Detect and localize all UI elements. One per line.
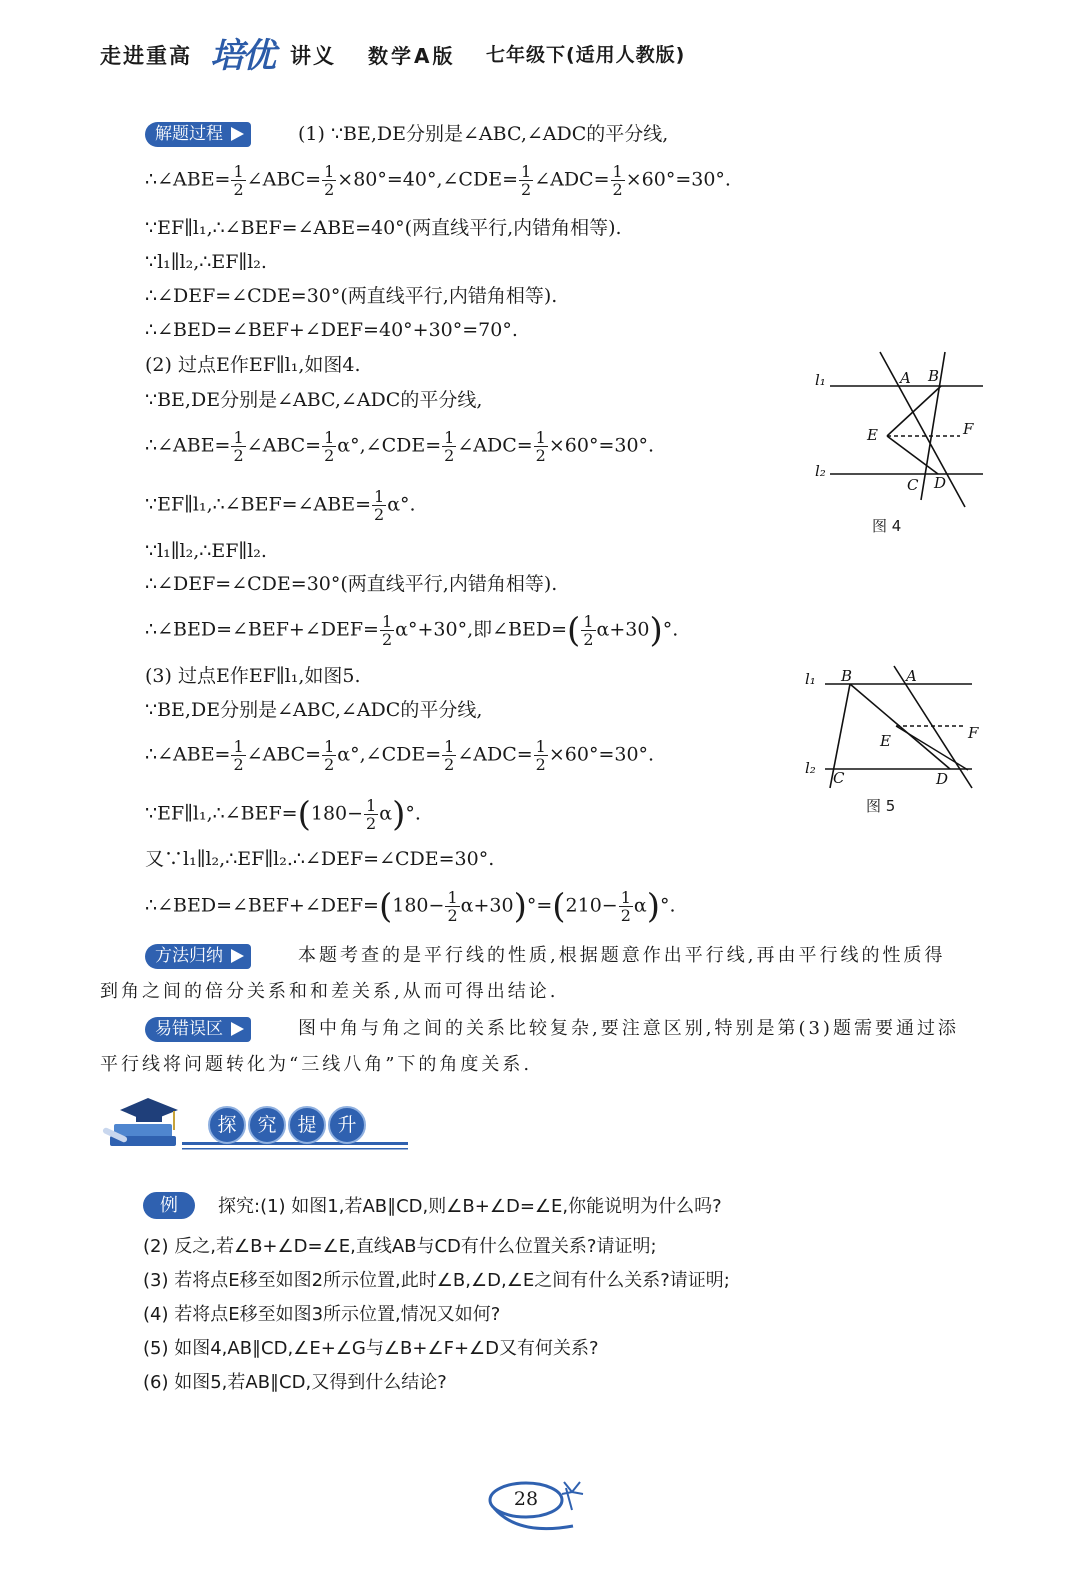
fig4-label-A: A <box>900 369 911 387</box>
fig5-caption: 图 5 <box>866 797 896 815</box>
page-header <box>100 28 1020 78</box>
fig4-label-E: E <box>867 426 878 444</box>
fig4-label-B: B <box>928 367 940 385</box>
banner-char-4: 升 <box>328 1106 366 1144</box>
sol-line-9: ∴∠ABE= $\frac{1}{2}$ ∠ABC= $\frac{1}{2}$ α°,∠CDE= $\frac{1}{2}$ ∠ADC= $\frac{1}{2}$ ×60°=30°. <box>145 428 655 465</box>
header-brand-3: 讲义 <box>290 44 336 68</box>
sol-line-16: ∴∠ABE= $\frac{1}{2}$ ∠ABC= $\frac{1}{2}$ α°,∠CDE= $\frac{1}{2}$ ∠ADC= $\frac{1}{2}$ ×60°=30°. <box>145 737 655 774</box>
fig4-label-F: F <box>963 420 974 438</box>
example-question-3: (3) 若将点E移至如图2所示位置,此时∠B,∠D,∠E之间有什么关系?请证明; <box>143 1270 730 1291</box>
sol-line-6: ∴∠BED=∠BEF+∠DEF=40°+30°=70°. <box>145 319 518 341</box>
fig5-label-A: A <box>906 667 917 685</box>
figure-4 <box>805 350 985 512</box>
sol-line-11: ∵l₁∥l₂,∴EF∥l₂. <box>145 540 267 562</box>
solution-tag: 解题过程 <box>145 122 251 147</box>
fig5-line-ed <box>896 726 968 770</box>
fig5-label-E: E <box>880 732 891 750</box>
example-question-2: (2) 反之,若∠B+∠D=∠E,直线AB与CD有什么位置关系?请证明; <box>143 1236 657 1257</box>
example-question-5: (5) 如图4,AB∥CD,∠E+∠G与∠B+∠F+∠D又有何关系? <box>143 1338 599 1359</box>
fig4-label-C: C <box>907 476 919 494</box>
sol-line-8: ∵BE,DE分别是∠ABC,∠ADC的平分线, <box>145 389 483 411</box>
sol-line-3: ∵EF∥l₁,∴∠BEF=∠ABE=40°(两直线平行,内错角相等). <box>145 217 622 239</box>
sol-line-15: ∵BE,DE分别是∠ABC,∠ADC的平分线, <box>145 699 483 721</box>
header-subject: 数学A版 <box>368 44 456 68</box>
example-question-6: (6) 如图5,若AB∥CD,又得到什么结论? <box>143 1372 447 1393</box>
banner-char-3: 提 <box>288 1106 326 1144</box>
page-number-badge <box>488 1478 608 1533</box>
sol-line-1: (1) ∵BE,DE分别是∠ABC,∠ADC的平分线, <box>298 123 669 145</box>
sol-line-7: (2) 过点E作EF∥l₁,如图4. <box>145 354 361 376</box>
mistake-tag: 易错误区 <box>145 1017 251 1042</box>
fig4-caption: 图 4 <box>872 517 902 535</box>
sol-line-19: ∴∠BED=∠BEF+∠DEF=(180− $\frac{1}{2}$ α+30)°=(210− $\frac{1}{2}$ α)°. <box>145 886 676 927</box>
fig5-label-l1: l₁ <box>805 670 816 688</box>
mistake-text: 图中角与角之间的关系比较复杂,要注意区别,特别是第(3)题需要通过添 平行线将问题转化为“三线八角”下的角度关系. <box>100 1018 959 1075</box>
banner-char-2: 究 <box>248 1106 286 1144</box>
sol-line-17: ∵EF∥l₁,∴∠BEF=(180− $\frac{1}{2}$ α)°. <box>145 794 421 835</box>
header-brand-1: 走进重高 <box>100 44 192 68</box>
fig4-line-ad <box>880 352 965 507</box>
sol-line-12: ∴∠DEF=∠CDE=30°(两直线平行,内错角相等). <box>145 573 558 595</box>
sol-line-2: ∴∠ABE= $\frac{1}{2}$ ∠ABC= $\frac{1}{2}$ ×80°=40°,∠CDE= $\frac{1}{2}$ ∠ADC= $\frac{1}{2}$ ×60°=30°. <box>145 162 731 199</box>
example-tag: 例 <box>143 1192 195 1219</box>
sol-line-13: ∴∠BED=∠BEF+∠DEF= $\frac{1}{2}$ α°+30°,即∠BED=( $\frac{1}{2}$ α+30)°. <box>145 610 679 651</box>
method-text: 本题考查的是平行线的性质,根据题意作出平行线,再由平行线的性质得 到角之间的倍分关系和和差关系,从而可得出结论. <box>100 945 946 1002</box>
sol-line-14: (3) 过点E作EF∥l₁,如图5. <box>145 665 361 687</box>
fig4-label-l1: l₁ <box>815 371 826 389</box>
sol-line-10: ∵EF∥l₁,∴∠BEF=∠ABE= $\frac{1}{2}$ α°. <box>145 487 416 524</box>
sol-line-18: 又∵l₁∥l₂,∴EF∥l₂.∴∠DEF=∠CDE=30°. <box>145 848 495 870</box>
example-question-4: (4) 若将点E移至如图3所示位置,情况又如何? <box>143 1304 501 1325</box>
explore-banner <box>100 1092 410 1162</box>
fig4-label-l2: l₂ <box>815 462 826 480</box>
header-brand-logo: 培优 <box>210 36 274 76</box>
fig5-label-l2: l₂ <box>805 759 816 777</box>
fig5-label-B: B <box>841 667 853 685</box>
header-grade: 七年级下(适用人教版) <box>486 44 686 66</box>
sol-line-5: ∴∠DEF=∠CDE=30°(两直线平行,内错角相等). <box>145 285 558 307</box>
fig4-label-D: D <box>934 474 947 492</box>
fig5-label-C: C <box>833 769 845 787</box>
sol-line-4: ∵l₁∥l₂,∴EF∥l₂. <box>145 251 267 273</box>
banner-char-1: 探 <box>208 1106 246 1144</box>
page-number: 28 <box>513 1488 539 1510</box>
example-question-1: 探究:(1) 如图1,若AB∥CD,则∠B+∠D=∠E,你能说明为什么吗? <box>218 1196 722 1217</box>
figure-5 <box>800 660 985 795</box>
method-tag: 方法归纳 <box>145 944 251 969</box>
fig5-label-D: D <box>936 770 949 788</box>
fig5-label-F: F <box>968 724 979 742</box>
